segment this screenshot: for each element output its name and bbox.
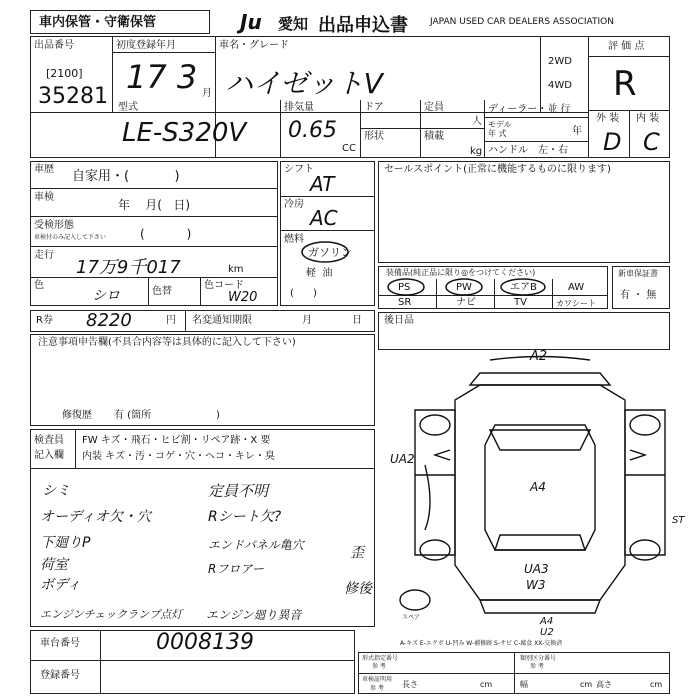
sales-point-label: セールスポイント(正常に機能するものに限ります) — [384, 164, 611, 175]
length-cm: cm — [480, 680, 493, 689]
remark-rfloor: Rフロアー — [208, 562, 264, 576]
recycle-label: R券 — [36, 315, 53, 326]
deadline-day: 日 — [352, 315, 362, 326]
usage-value: 自家用・( ) — [72, 169, 180, 184]
chassis-label: 車台番号 — [40, 638, 80, 649]
handle-label: ハンドル — [488, 145, 528, 156]
km-unit: km — [228, 264, 244, 275]
shift-label: シフト — [284, 164, 314, 175]
later-items-box — [378, 312, 670, 350]
damage-a4-rear: A4 — [540, 616, 554, 627]
damage-ua3: UA3 — [524, 562, 549, 576]
remark-under: 下廻りP — [40, 535, 91, 551]
model-year-label: モデル — [488, 120, 512, 129]
inspector-label-2: 記入欄 — [34, 450, 64, 461]
equip-seat: カワシート — [556, 299, 596, 308]
inspector-row-1: FW キズ・飛石・ヒビ割・リペア跡・X 要 — [82, 435, 271, 446]
ju-logo: Ju — [240, 10, 262, 34]
ref-3: 参 考 — [370, 685, 384, 692]
equipment-label: 装備品(純正品に限り◎をつけてください) — [386, 268, 536, 277]
damage-st: ST — [672, 515, 685, 526]
repair-label: 修復歴 — [62, 410, 92, 421]
dealer-label: ディーラー・並 行 — [488, 104, 571, 115]
reg-label: 初度登録年月 — [116, 40, 176, 51]
inspector-row-2: 内装 キズ・汚・コゲ・穴・ヘコ・キレ・臭 — [82, 451, 275, 462]
month-suffix: 月 — [202, 88, 212, 99]
recycle-value: 8220 — [86, 310, 132, 331]
color-change-label: 色替 — [152, 286, 172, 297]
remark-cargo: 荷室 — [40, 557, 68, 573]
fuel-other: ( ) — [290, 288, 317, 299]
interior-value: C — [643, 128, 660, 156]
exterior-label: 外 装 — [596, 113, 620, 124]
receive-note: 車検付のみ記入して下さい — [34, 234, 107, 241]
exterior-value: D — [603, 128, 622, 156]
displacement-value: 0.65 — [288, 118, 337, 143]
equip-sr: SR — [398, 297, 412, 308]
remark-engine-noise: エンジン廻り異音 — [206, 608, 302, 622]
door-label: ドア — [364, 102, 384, 113]
height-label: 高さ — [596, 680, 612, 689]
cert-label-2: 類別区分番号 — [520, 655, 557, 662]
width-label: 幅 — [520, 680, 528, 689]
receive-value: ( ) — [140, 227, 192, 241]
repair-close: ) — [216, 410, 220, 421]
remark-engine-lamp: エンジンチェックランプ点灯 — [40, 608, 183, 621]
chassis-value: 0008139 — [156, 630, 254, 655]
damage-u2: U2 — [540, 627, 554, 638]
form-title: 出品申込書 — [318, 15, 408, 36]
cc-unit: CC — [342, 143, 356, 154]
inspection-value: 年 月( 日) — [118, 198, 191, 212]
handle-options: 左・右 — [538, 145, 568, 156]
cert-label-1: 形式指定番号 — [362, 655, 399, 662]
remark-distort: 歪 — [350, 545, 364, 561]
drive-4wd: 4WD — [548, 80, 572, 91]
car-name: ハイゼットV — [225, 67, 383, 100]
equip-pw: PW — [456, 282, 472, 293]
remark-stain: シミ — [42, 483, 70, 499]
remark-capacity: 定員不明 — [208, 482, 269, 500]
year-label: 年 式 — [488, 129, 507, 138]
damage-ua2: UA2 — [390, 452, 415, 466]
damage-legend: A-キズ E-エクボ U-凹み W-補修跡 S-サビ C-腐食 XX-交換済 — [400, 640, 563, 647]
ac-label: 冷房 — [284, 199, 304, 210]
load-label: 積載 — [424, 131, 444, 142]
model-label: 型式 — [118, 102, 138, 113]
color-value: シロ — [92, 288, 120, 304]
remark-body: ボディ — [40, 577, 81, 593]
notes-title: 注意事項申告欄(不具合内容等は具体的に記入して下さい) — [38, 337, 296, 348]
displacement-label: 排気量 — [284, 102, 314, 113]
color-code-label: 色コード — [204, 280, 244, 291]
equip-aw: AW — [568, 282, 585, 293]
score-value: R — [613, 64, 637, 104]
equip-tv: TV — [514, 297, 527, 308]
deadline-label: 名変通知期限 — [192, 315, 252, 326]
fuel-circle — [300, 240, 350, 264]
capacity-label: 定員 — [424, 102, 444, 113]
remark-audio: オーディオ欠・穴 — [40, 509, 151, 525]
registration-label: 登録番号 — [40, 670, 80, 681]
later-items-label: 後日品 — [384, 315, 414, 326]
score-label: 評 価 点 — [608, 41, 645, 52]
reg-value: 17 3 — [126, 58, 198, 96]
damage-w3: W3 — [526, 578, 546, 592]
remark-repaired: 修後 — [344, 581, 372, 597]
mileage-value: 17万9千017 — [76, 257, 181, 278]
logo-aichi: 愛知 — [278, 15, 309, 33]
cert-small: 車検証明用 — [362, 676, 393, 683]
lot-prefix: [2100] — [46, 67, 83, 80]
length-label: 長さ — [402, 680, 418, 689]
receive-label: 受検形態 — [34, 220, 74, 231]
ac-value: AC — [310, 206, 338, 230]
deadline-month: 月 — [302, 315, 312, 326]
remark-rseat: Rシート欠? — [208, 509, 282, 525]
yen-unit: 円 — [166, 315, 176, 326]
storage-tag — [30, 10, 210, 34]
lot-number: 35281 — [38, 84, 108, 109]
fuel-value: ガソリン — [308, 246, 352, 259]
mileage-label: 走行 — [34, 250, 54, 261]
fuel-alt: 軽 油 — [306, 268, 333, 279]
kg-unit: kg — [470, 146, 483, 157]
inspector-label-1: 検査員 — [34, 435, 64, 446]
color-code-value: W20 — [228, 290, 258, 305]
association-name: JAPAN USED CAR DEALERS ASSOCIATION — [430, 17, 614, 27]
damage-a2: A2 — [530, 349, 548, 364]
ref-1: 参 考 — [372, 663, 386, 670]
model-value: LE-S320V — [122, 118, 247, 148]
year-suffix: 年 — [572, 126, 582, 137]
damage-a4-center: A4 — [530, 480, 546, 494]
storage-tag-text: 車内保管・守衛保管 — [39, 15, 157, 30]
color-label: 色 — [34, 280, 44, 291]
sales-point-box — [378, 161, 670, 263]
width-cm: cm — [580, 680, 593, 689]
repair-value: 有 (箇所 — [114, 410, 152, 421]
shape-label: 形状 — [364, 131, 384, 142]
person-unit: 人 — [472, 116, 482, 127]
interior-label: 内 装 — [636, 113, 660, 124]
shift-value: AT — [310, 172, 335, 196]
height-cm: cm — [650, 680, 663, 689]
fuel-label: 燃料 — [284, 234, 304, 245]
spare-label: スペア — [402, 614, 421, 621]
equip-ps: PS — [398, 282, 411, 293]
inspection-label: 車検 — [34, 192, 54, 203]
drive-2wd: 2WD — [548, 56, 572, 67]
name-label: 車名・グレード — [219, 40, 289, 51]
equipment-circles — [378, 277, 608, 297]
equip-airbag: エアB — [510, 282, 537, 293]
usage-label: 車歴 — [34, 164, 54, 175]
warranty-label: 新車保証書 — [618, 269, 658, 278]
lot-label: 出品番号 — [34, 40, 74, 51]
remark-end-panel: エンドパネル亀穴 — [208, 538, 304, 552]
warranty-value: 有 ・ 無 — [620, 290, 657, 301]
equip-navi: ナビ — [456, 297, 476, 308]
ref-2: 参 考 — [530, 663, 544, 670]
